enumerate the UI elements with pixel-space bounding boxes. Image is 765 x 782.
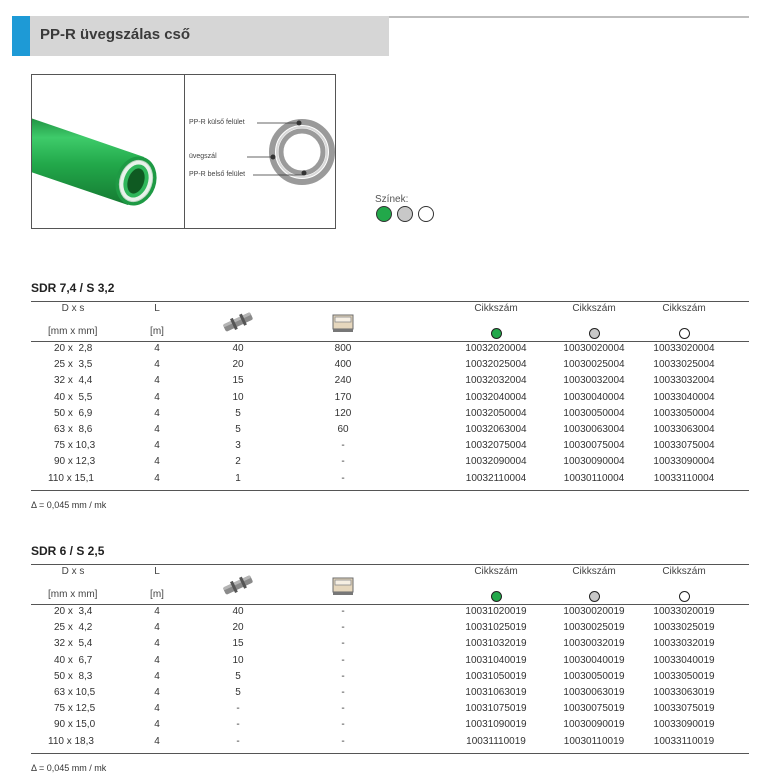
header-code-green: Cikkszám [474, 303, 518, 314]
cell-white: 10033090019 [653, 719, 715, 731]
cell-l: 4 [154, 407, 160, 419]
cell-grey: 10030032019 [563, 638, 625, 650]
cell-dxs: 63 x 10,5 [54, 687, 96, 698]
cell-grey: 10030040019 [563, 654, 625, 666]
cell-dxs: 75 x 12,5 [54, 703, 96, 715]
cell-white: 10033025004 [653, 359, 715, 371]
cell-dxs: 20 x 3,4 [54, 606, 93, 617]
cell-grey: 10030040004 [563, 391, 625, 403]
cell-green: 10032063004 [465, 424, 527, 435]
header-dxs-unit: [mm x mm] [48, 326, 98, 337]
product-image-box [31, 74, 336, 229]
cell-green: 10032090004 [465, 456, 527, 468]
cell-bundle: 20 [232, 359, 244, 371]
cell-white: 10033110004 [653, 472, 715, 484]
cell-grey: 10030032004 [563, 375, 625, 387]
cell-dxs: 40 x 5,5 [54, 391, 93, 403]
cell-green: 10031110019 [466, 735, 526, 747]
cell-white: 10033020019 [653, 606, 715, 617]
cell-green: 10031063019 [465, 687, 527, 698]
cell-bundle: 15 [232, 638, 244, 650]
cell-green: 10032032004 [465, 375, 527, 387]
cell-white: 10033040019 [653, 654, 715, 666]
cross-section-svg [185, 75, 335, 228]
cell-l: 4 [154, 359, 160, 371]
header-length-unit: [m] [150, 589, 164, 600]
cell-bundle: 5 [235, 670, 241, 682]
header-white-dot [679, 591, 690, 602]
cell-box: 60 [337, 424, 349, 435]
cell-box: - [341, 703, 345, 715]
header-length: L [154, 566, 160, 577]
header-band [30, 16, 389, 56]
table-bottom-rule [31, 490, 749, 491]
table-bottom-rule [31, 753, 749, 754]
cell-green: 10032040004 [465, 391, 527, 403]
table-note: Δ = 0,045 mm / mk [31, 762, 107, 773]
header-code-white: Cikkszám [662, 566, 706, 577]
cell-dxs: 90 x 15,0 [54, 719, 96, 731]
cell-dxs: 25 x 3,5 [54, 359, 93, 371]
cell-white: 10033050019 [653, 670, 715, 682]
cell-grey: 10030025004 [563, 359, 625, 371]
header-dxs: D x s [61, 566, 85, 577]
cell-dxs: 40 x 6,7 [54, 654, 93, 666]
cell-dxs: 32 x 4,4 [54, 375, 93, 387]
cell-bundle: 5 [235, 407, 241, 419]
cell-grey: 10030075004 [563, 440, 625, 452]
header-rule [389, 16, 749, 18]
cell-white: 10033075019 [653, 703, 715, 715]
cross-section-diagram [185, 75, 335, 228]
cell-white: 10033110019 [653, 735, 715, 747]
cell-box: - [341, 670, 345, 682]
cell-grey: 10030110004 [563, 472, 625, 484]
cell-white: 10033032019 [653, 638, 715, 650]
cell-box: 240 [334, 375, 352, 387]
cell-grey: 10030020004 [563, 343, 625, 354]
cell-bundle: 10 [232, 391, 244, 403]
cell-grey: 10030063019 [563, 687, 625, 698]
cell-box: - [341, 456, 345, 468]
cell-l: 4 [154, 654, 160, 666]
header-code-grey: Cikkszám [572, 303, 616, 314]
cell-grey: 10030020019 [563, 606, 625, 617]
pallet-box-icon [331, 575, 355, 602]
pipe-bundle-icon [220, 574, 256, 601]
cell-grey: 10030063004 [563, 424, 625, 435]
cell-green: 10032025004 [465, 359, 527, 371]
cell-bundle: 15 [232, 375, 244, 387]
cell-bundle: - [236, 703, 240, 715]
swatch-green [376, 206, 392, 222]
cell-box: 170 [334, 391, 352, 403]
cell-dxs: 75 x 10,3 [54, 440, 96, 452]
label-outer-surface: PP-R külső felület [189, 119, 245, 126]
cell-green: 10031025019 [465, 622, 527, 634]
cell-white: 10033020004 [653, 343, 715, 354]
cell-l: 4 [154, 424, 160, 435]
cell-bundle: 20 [232, 622, 244, 634]
cell-green: 10032050004 [465, 407, 527, 419]
cell-white: 10033090004 [653, 456, 715, 468]
cell-dxs: 110 x 18,3 [48, 735, 94, 747]
cell-box: - [341, 719, 345, 731]
header-green-dot [491, 328, 502, 339]
cell-green: 10032075004 [465, 440, 527, 452]
cell-l: 4 [154, 670, 160, 682]
cell-grey: 10030075019 [563, 703, 625, 715]
cell-green: 10032020004 [465, 343, 527, 354]
cell-white: 10033032004 [653, 375, 715, 387]
cell-grey: 10030050004 [563, 407, 625, 419]
cell-l: 4 [154, 606, 160, 617]
cell-box: - [341, 735, 345, 747]
cell-white: 10033063019 [653, 687, 715, 698]
cell-green: 10031090019 [465, 719, 527, 731]
cell-dxs: 63 x 8,6 [54, 424, 93, 435]
swatch-grey [397, 206, 413, 222]
label-glass-fiber: üvegszál [189, 153, 217, 160]
header-dxs-unit: [mm x mm] [48, 589, 98, 600]
cell-white: 10033040004 [653, 391, 715, 403]
header-code-white: Cikkszám [662, 303, 706, 314]
cell-box: - [341, 638, 345, 650]
cell-l: 4 [154, 391, 160, 403]
cell-box: - [341, 687, 345, 698]
cell-box: 120 [334, 407, 352, 419]
cell-bundle: 5 [235, 687, 241, 698]
cell-box: - [341, 440, 345, 452]
cell-l: 4 [154, 638, 160, 650]
cell-l: 4 [154, 343, 160, 354]
cell-dxs: 20 x 2,8 [54, 343, 93, 354]
cell-white: 10033025019 [653, 622, 715, 634]
cell-bundle: 5 [235, 424, 241, 435]
header-code-green: Cikkszám [474, 566, 518, 577]
cell-bundle: - [236, 735, 240, 747]
header-grey-dot [589, 328, 600, 339]
cell-green: 10031075019 [465, 703, 527, 715]
cell-dxs: 50 x 8,3 [54, 670, 93, 682]
cell-l: 4 [154, 703, 160, 715]
swatch-white [418, 206, 434, 222]
cell-dxs: 25 x 4,2 [54, 622, 93, 634]
table-title: SDR 7,4 / S 3,2 [31, 281, 115, 295]
cell-box: - [341, 606, 345, 617]
cell-box: 800 [334, 343, 352, 354]
header-length-unit: [m] [150, 326, 164, 337]
page-title: PP-R üvegszálas cső [40, 26, 191, 43]
cell-grey: 10030110019 [563, 735, 625, 747]
colors-label: Színek: [375, 194, 409, 205]
cell-dxs: 110 x 15,1 [48, 472, 94, 484]
header-white-dot [679, 328, 690, 339]
cell-green: 10032110004 [465, 472, 527, 484]
cell-white: 10033050004 [653, 407, 715, 419]
cell-box: - [341, 654, 345, 666]
cell-bundle: 3 [235, 440, 241, 452]
cell-l: 4 [154, 735, 160, 747]
cell-dxs: 90 x 12,3 [54, 456, 96, 468]
cell-l: 4 [154, 375, 160, 387]
header-green-dot [491, 591, 502, 602]
cell-grey: 10030090004 [563, 456, 625, 468]
cell-grey: 10030025019 [563, 622, 625, 634]
cell-bundle: 40 [232, 606, 244, 617]
cell-bundle: 2 [235, 456, 241, 468]
cell-bundle: 40 [232, 343, 244, 354]
cell-green: 10031040019 [465, 654, 527, 666]
cell-l: 4 [154, 440, 160, 452]
cell-bundle: 1 [235, 472, 241, 484]
cell-l: 4 [154, 687, 160, 698]
table-header-rule [31, 604, 749, 605]
header-dxs: D x s [61, 303, 85, 314]
header-length: L [154, 303, 160, 314]
header-code-grey: Cikkszám [572, 566, 616, 577]
cell-green: 10031020019 [465, 606, 527, 617]
table-title: SDR 6 / S 2,5 [31, 544, 105, 558]
cell-l: 4 [154, 472, 160, 484]
table-top-rule [31, 564, 749, 565]
cell-box: 400 [334, 359, 352, 371]
pallet-box-icon [331, 312, 355, 339]
cell-dxs: 50 x 6,9 [54, 407, 93, 419]
pipe-photo [32, 75, 185, 228]
table-header-rule [31, 341, 749, 342]
cell-green: 10031050019 [465, 670, 527, 682]
cell-dxs: 32 x 5,4 [54, 638, 93, 650]
cell-l: 4 [154, 456, 160, 468]
header-grey-dot [589, 591, 600, 602]
cell-l: 4 [154, 622, 160, 634]
cell-bundle: - [236, 719, 240, 731]
green-pipe-illustration [32, 75, 184, 228]
cell-box: - [341, 472, 345, 484]
cell-white: 10033075004 [653, 440, 715, 452]
cell-white: 10033063004 [653, 424, 715, 435]
table-top-rule [31, 301, 749, 302]
cell-box: - [341, 622, 345, 634]
cell-bundle: 10 [232, 654, 244, 666]
header-accent-bar [12, 16, 30, 56]
label-inner-surface: PP-R belső felület [189, 171, 246, 178]
cell-l: 4 [154, 719, 160, 731]
cell-green: 10031032019 [465, 638, 527, 650]
table-note: Δ = 0,045 mm / mk [31, 499, 107, 510]
cell-grey: 10030050019 [563, 670, 625, 682]
pipe-bundle-icon [220, 311, 256, 338]
cell-grey: 10030090019 [563, 719, 625, 731]
